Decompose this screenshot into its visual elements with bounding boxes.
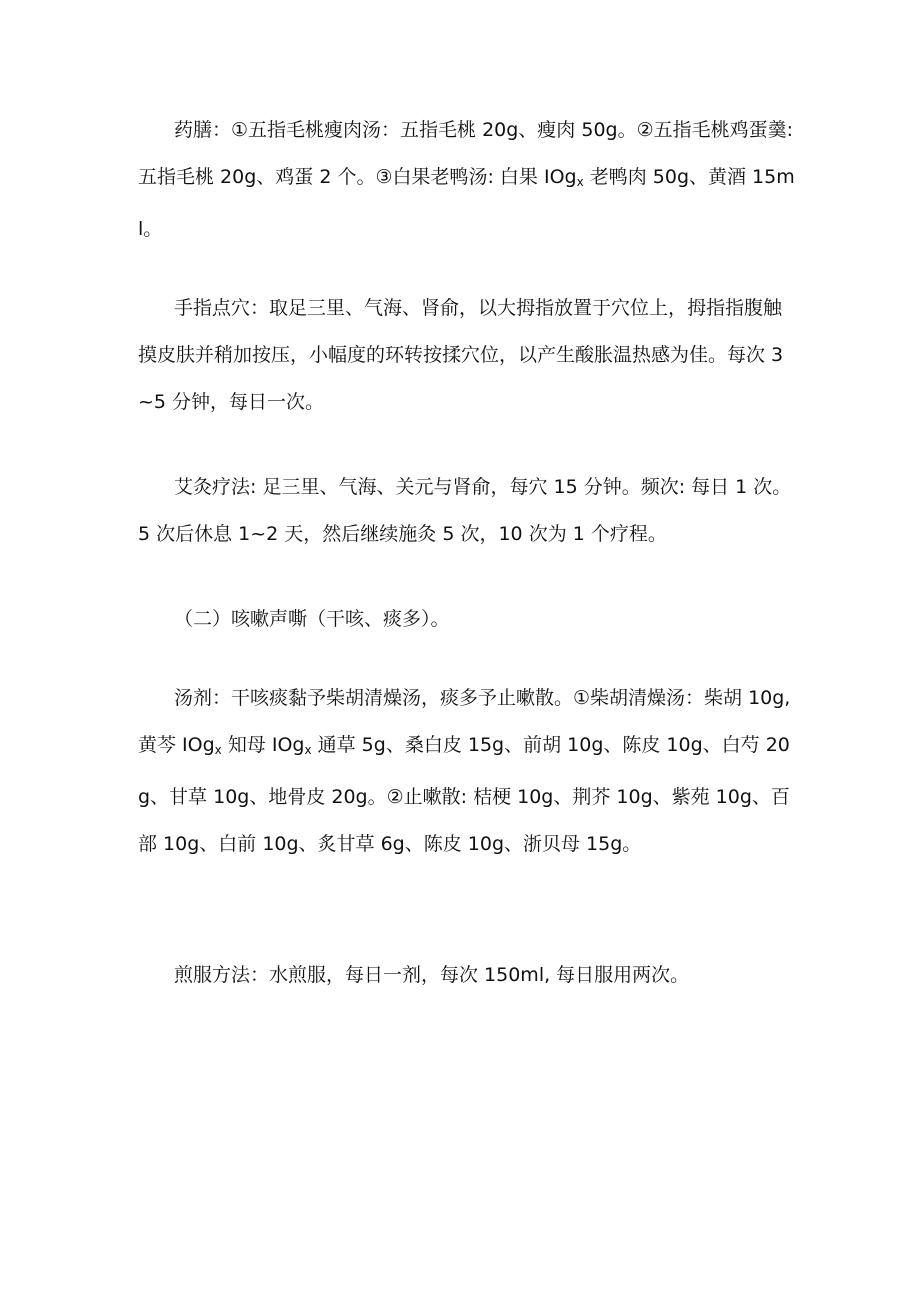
decoction-text-b: 知母 IOg [221, 734, 305, 756]
diet-text: 药膳：①五指毛桃瘦肉汤：五指毛桃 20g、瘦肉 50g。②五指毛桃鸡蛋羹: 五指毛桃 20g、鸡蛋 2 个。③白果老鸭汤: 白果 IOg [138, 119, 794, 188]
decoction-text-a: 汤剂：干咳痰黏予柴胡清燥汤，痰多予止嗽散。①柴胡清燥汤：柴胡 10g,黄芩 IOg [138, 687, 791, 756]
paragraph-moxibustion: 艾灸疗法: 足三里、气海、关元与肾俞，每穴 15 分钟。频次: 每日 1 次。5 次后休息 1~2 天，然后继续施灸 5 次，10 次为 1 个疗程。 [138, 476, 792, 545]
diet-text-rest: 老鸭肉 50g、黄酒 15ml。 [138, 166, 795, 240]
paragraph-usage: 煎服方法：水煎服，每日一剂，每次 150ml, 每日服用两次。 [174, 964, 690, 986]
decoction-subscript-1: x [214, 743, 222, 757]
paragraph-medicinal-diet [138, 107, 798, 253]
paragraph-decoction [138, 675, 798, 868]
decoction-text-c: 通草 5g、桑白皮 15g、前胡 10g、陈皮 10g、白芍 20g、甘草 10g、地骨皮 20g。②止嗽散: 桔梗 10g、荆芥 10g、紫苑 10g、百部 10g、白前 10g、炙甘草 6g、陈皮 10g、浙贝母 15g。 [138, 734, 790, 855]
section-title-cough: （二）咳嗽声嘶（干咳、痰多）。 [174, 608, 450, 630]
diet-subscript: x [576, 175, 584, 189]
decoction-subscript-2: x [304, 743, 312, 757]
paragraph-acupressure: 手指点穴：取足三里、气海、肾俞，以大拇指放置于穴位上，拇指指腹触摸皮肤并稍加按压，小幅度的环转按揉穴位，以产生酸胀温热感为佳。每次 3~5 分钟，每日一次。 [138, 297, 784, 413]
